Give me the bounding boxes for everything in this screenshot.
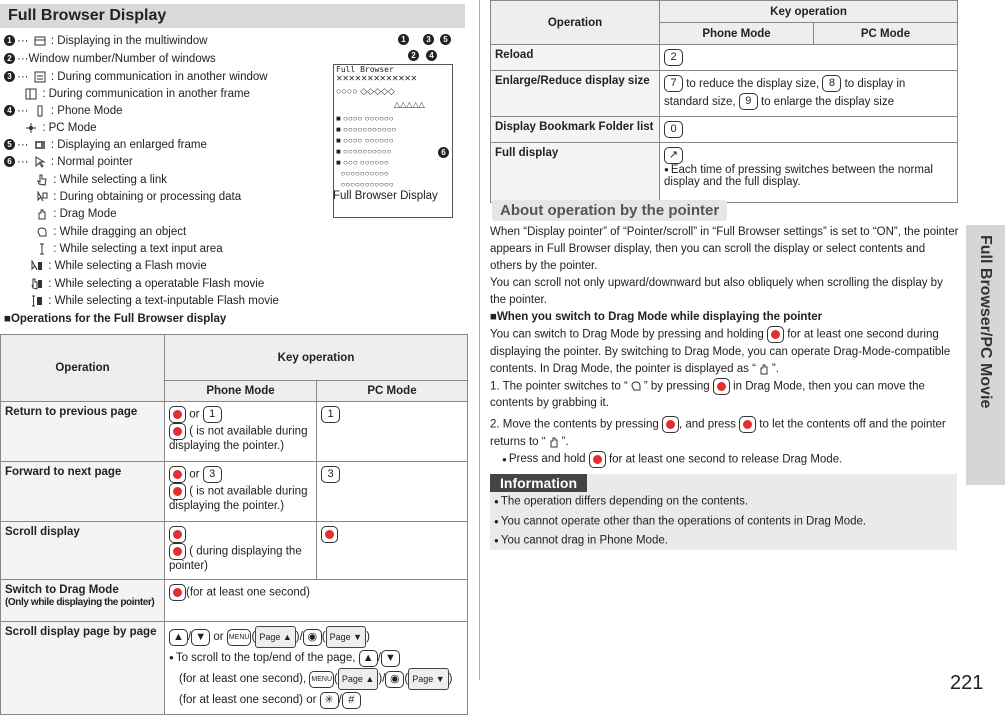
flash-hand-icon — [31, 278, 43, 290]
phone-cell: or 1 ( is not available during displaying the pointer.) — [165, 402, 317, 462]
page-up-icon: Page ▲ — [338, 668, 378, 690]
browser-figure — [330, 30, 455, 205]
flash-pointer-icon — [31, 260, 43, 272]
op-cell: Full display — [491, 143, 660, 203]
right-ops-table — [490, 0, 958, 203]
screen-row: △△△△△ — [394, 100, 425, 109]
fig-callout-2: 2 — [408, 50, 419, 61]
phone-cell: ( during displaying the pointer) — [165, 522, 317, 580]
figure-caption: Full Browser Display — [333, 190, 438, 202]
th-phone-mode: Phone Mode — [660, 23, 814, 45]
multi-key-icon — [169, 543, 186, 560]
page-down-icon: Page ▼ — [408, 668, 448, 690]
center-key-icon — [169, 584, 186, 601]
drag-mode-icon — [36, 208, 48, 220]
page-number: 221 — [950, 672, 984, 694]
legend-item: : Drag Mode — [34, 206, 116, 223]
op-cell: Enlarge/Reduce display size — [491, 71, 660, 117]
th-pc-mode: PC Mode — [317, 381, 468, 402]
legend-item: : PC Mode — [4, 120, 97, 137]
legend-item: 4 ··· : Phone Mode — [4, 103, 123, 120]
legend-item: : While dragging an object — [34, 224, 186, 241]
both-cell: 7 to reduce the display size, 8 to display in standard size, 9 to enlarge the display size — [660, 71, 958, 117]
paragraph: You can scroll not only upward/downward but also obliquely when scrolling the display by the pointer. — [490, 277, 943, 306]
step-2: 2. Move the contents by pressing , and press to let the contents off and the pointer returns to “ ”. — [490, 416, 960, 451]
both-cell: (for at least one second) — [165, 580, 468, 622]
pc-cell — [317, 522, 468, 580]
both-cell — [660, 45, 958, 71]
key-2: 2 — [664, 49, 683, 66]
menu-key-icon: MENU — [227, 629, 252, 646]
information-box — [490, 474, 957, 550]
text-cursor-icon — [36, 243, 48, 255]
ops-heading: ■Operations for the Full Browser display — [4, 313, 227, 325]
multi-key-icon — [662, 416, 679, 433]
table-row — [491, 117, 958, 143]
legend-item: : During communication in another frame — [4, 86, 250, 103]
figure-callouts — [398, 34, 453, 45]
key-7: 7 — [664, 75, 683, 92]
center-key-icon — [739, 416, 756, 433]
step-2-bullet: ● Press and hold for at least one second to release Drag Mode. — [490, 451, 960, 469]
paragraph: You can switch to Drag Mode by pressing and holding for at least one second during displaying the pointer. By switching to Drag Mode, you can operate Drag-Mode-compatible contents. In Drag Mode, the pointer is displayed as “ ”. — [490, 326, 960, 378]
key-1: 1 — [203, 406, 222, 423]
flash-text-icon — [31, 295, 43, 307]
pc-cell — [317, 462, 468, 522]
right-key-icon — [169, 466, 186, 483]
table-row — [1, 402, 468, 462]
step-1: 1. The pointer switches to “ ” by pressing in Drag Mode, then you can move the contents by grabbing it. — [490, 378, 960, 413]
bullet-line — [169, 673, 179, 685]
right-key-icon — [169, 483, 186, 500]
column-divider — [479, 0, 480, 680]
key-3: 3 — [321, 466, 340, 483]
key-1: 1 — [321, 406, 340, 423]
legend-item: 6 ··· : Normal pointer — [4, 154, 133, 171]
pc-mode-icon — [25, 122, 37, 134]
both-cell: ↗ ● Each time of pressing switches between the normal display and the full display. — [660, 143, 958, 203]
drag-mode-icon — [548, 436, 560, 448]
frame-comm-icon — [25, 88, 37, 100]
information-list — [494, 492, 866, 551]
down-key-icon: ▼ — [381, 650, 400, 667]
callout-5: 5 — [4, 139, 15, 150]
key-8: 8 — [822, 75, 841, 92]
screen-row: ○○○○ ◇◇◇◇◇ — [336, 86, 395, 96]
fig-callout-5: 5 — [440, 34, 451, 45]
op-cell: Scroll display — [1, 522, 165, 580]
fig-callout-6: 6 — [438, 147, 449, 158]
side-tab-label: Full Browser/PC Movie — [977, 235, 994, 409]
figure-callouts-2 — [408, 50, 439, 61]
callout-6: 6 — [4, 156, 15, 167]
left-ops-table — [0, 334, 468, 715]
callout-4: 4 — [4, 105, 15, 116]
enlarged-frame-icon — [34, 139, 46, 151]
legend-item: 5 ··· : Displaying an enlarged frame — [4, 137, 207, 154]
th-key-operation: Key operation — [660, 1, 958, 23]
page-up-icon: Page ▲ — [255, 626, 295, 648]
multiwindow-icon — [34, 35, 46, 47]
key-0: 0 — [664, 121, 683, 138]
both-cell: ▲ / ▼ or MENU ( Page ▲ )/ ◉ ( Page ▼ ) ● To scroll to the top/end of the page, ▲ / ▼ (for at least one second), MENU ( Page ▲ )/ ◉ ( Page ▼ ) (for at least one second) or ✳ / # — [165, 622, 468, 715]
fig-callout-6-wrap — [438, 147, 451, 159]
star-key-icon: ✳ — [320, 692, 339, 709]
normal-pointer-icon — [34, 156, 46, 168]
info-item: ● The operation differs depending on the contents. — [494, 492, 866, 512]
key-9: 9 — [739, 93, 758, 110]
up-key-icon: ▲ — [359, 650, 378, 667]
th-operation: Operation — [491, 1, 660, 45]
table-row — [491, 45, 958, 71]
th-key-operation: Key operation — [165, 335, 468, 381]
legend-item: : During obtaining or processing data — [34, 189, 241, 206]
screen-row: ✕✕✕✕✕✕✕✕✕✕✕✕✕ — [336, 74, 417, 83]
center-key-icon — [589, 451, 606, 468]
call-key-icon: ↗ — [664, 147, 683, 164]
legend-item: 2 ···Window number/Number of windows — [4, 51, 216, 68]
op-cell: Scroll display page by page — [1, 622, 165, 715]
legend-item: 3 ··· : During communication in another window — [4, 69, 268, 86]
legend-item: : While selecting a text-inputable Flash movie — [29, 293, 279, 310]
side-tab — [966, 225, 1005, 485]
legend-item: : While selecting a text input area — [34, 241, 223, 258]
hand-pointer-icon — [36, 174, 48, 186]
op-cell: Display Bookmark Folder list — [491, 117, 660, 143]
fig-callout-4: 4 — [426, 50, 437, 61]
legend-item: : While selecting a Flash movie — [29, 258, 207, 275]
op-cell: Switch to Drag Mode (Only while displaying the pointer) — [1, 580, 165, 622]
multi-key-icon — [321, 526, 338, 543]
callout-2: 2 — [4, 53, 15, 64]
callout-3: 3 — [4, 71, 15, 82]
paragraph: When “Display pointer” of “Pointer/scroll” in “Full Browser settings” is set to “ON”, the pointer appears in Full Browser display, then you can scroll the display or select contents and others by the pointer. — [490, 226, 959, 272]
grab-icon — [630, 380, 642, 392]
legend-item: : While selecting a operatable Flash movie — [29, 276, 264, 293]
th-operation: Operation — [1, 335, 165, 402]
table-row — [491, 71, 958, 117]
table-row — [1, 462, 468, 522]
th-pc-mode: PC Mode — [814, 23, 958, 45]
information-title: Information — [490, 474, 587, 492]
hash-key-icon: # — [342, 692, 361, 709]
screen-rows: ■ ○○○○ ○○○○○○ ■ ○○○○○○○○○○○ ■ ○○○○ ○○○○○○ ■ ○○○○○○○○○○ ■ ○○○ ○○○○○○ ○○○○○○○○○○ ○○○○○○○○○○○ — [336, 114, 397, 189]
center-key-icon — [713, 378, 730, 395]
op-cell: Return to previous page — [1, 402, 165, 462]
camera-key-icon: ◉ — [385, 671, 404, 688]
pointer-heading-wrap — [492, 200, 727, 221]
fig-callout-3: 3 — [423, 34, 434, 45]
up-key-icon: ▲ — [169, 629, 188, 646]
bullet-line — [169, 694, 179, 706]
legend-item: : While selecting a link — [34, 172, 167, 189]
pointer-body — [490, 224, 960, 468]
pc-cell — [317, 402, 468, 462]
phone-cell: or 3 ( is not available during displaying the pointer.) — [165, 462, 317, 522]
camera-key-icon: ◉ — [303, 629, 322, 646]
fig-callout-1: 1 — [398, 34, 409, 45]
section-title: Full Browser Display — [0, 4, 465, 28]
table-row — [1, 622, 468, 715]
center-key-icon — [767, 326, 784, 343]
legend-item: 1 ··· : Displaying in the multiwindow — [4, 33, 208, 50]
window-comm-icon — [34, 71, 46, 83]
info-item: ● You cannot drag in Phone Mode. — [494, 531, 866, 551]
left-key-icon — [169, 406, 186, 423]
drag-heading: ■When you switch to Drag Mode while displaying the pointer — [490, 311, 823, 323]
drag-mode-icon — [758, 363, 770, 375]
busy-pointer-icon — [36, 191, 48, 203]
key-3: 3 — [203, 466, 222, 483]
phone-mode-icon — [34, 105, 46, 117]
table-row — [491, 143, 958, 203]
down-key-icon: ▼ — [191, 629, 210, 646]
op-cell: Reload — [491, 45, 660, 71]
both-cell — [660, 117, 958, 143]
multi-key-icon — [169, 526, 186, 543]
pointer-heading: About operation by the pointer — [492, 200, 727, 221]
page-down-icon: Page ▼ — [326, 626, 366, 648]
op-cell: Forward to next page — [1, 462, 165, 522]
grab-icon — [36, 226, 48, 238]
left-key-icon — [169, 423, 186, 440]
callout-1: 1 — [4, 35, 15, 46]
table-row — [1, 522, 468, 580]
table-row — [1, 580, 468, 622]
screen-title: Full Browser — [336, 65, 394, 74]
th-phone-mode: Phone Mode — [165, 381, 317, 402]
info-item: ● You cannot operate other than the operations of contents in Drag Mode. — [494, 512, 866, 532]
menu-key-icon: MENU — [309, 671, 334, 688]
